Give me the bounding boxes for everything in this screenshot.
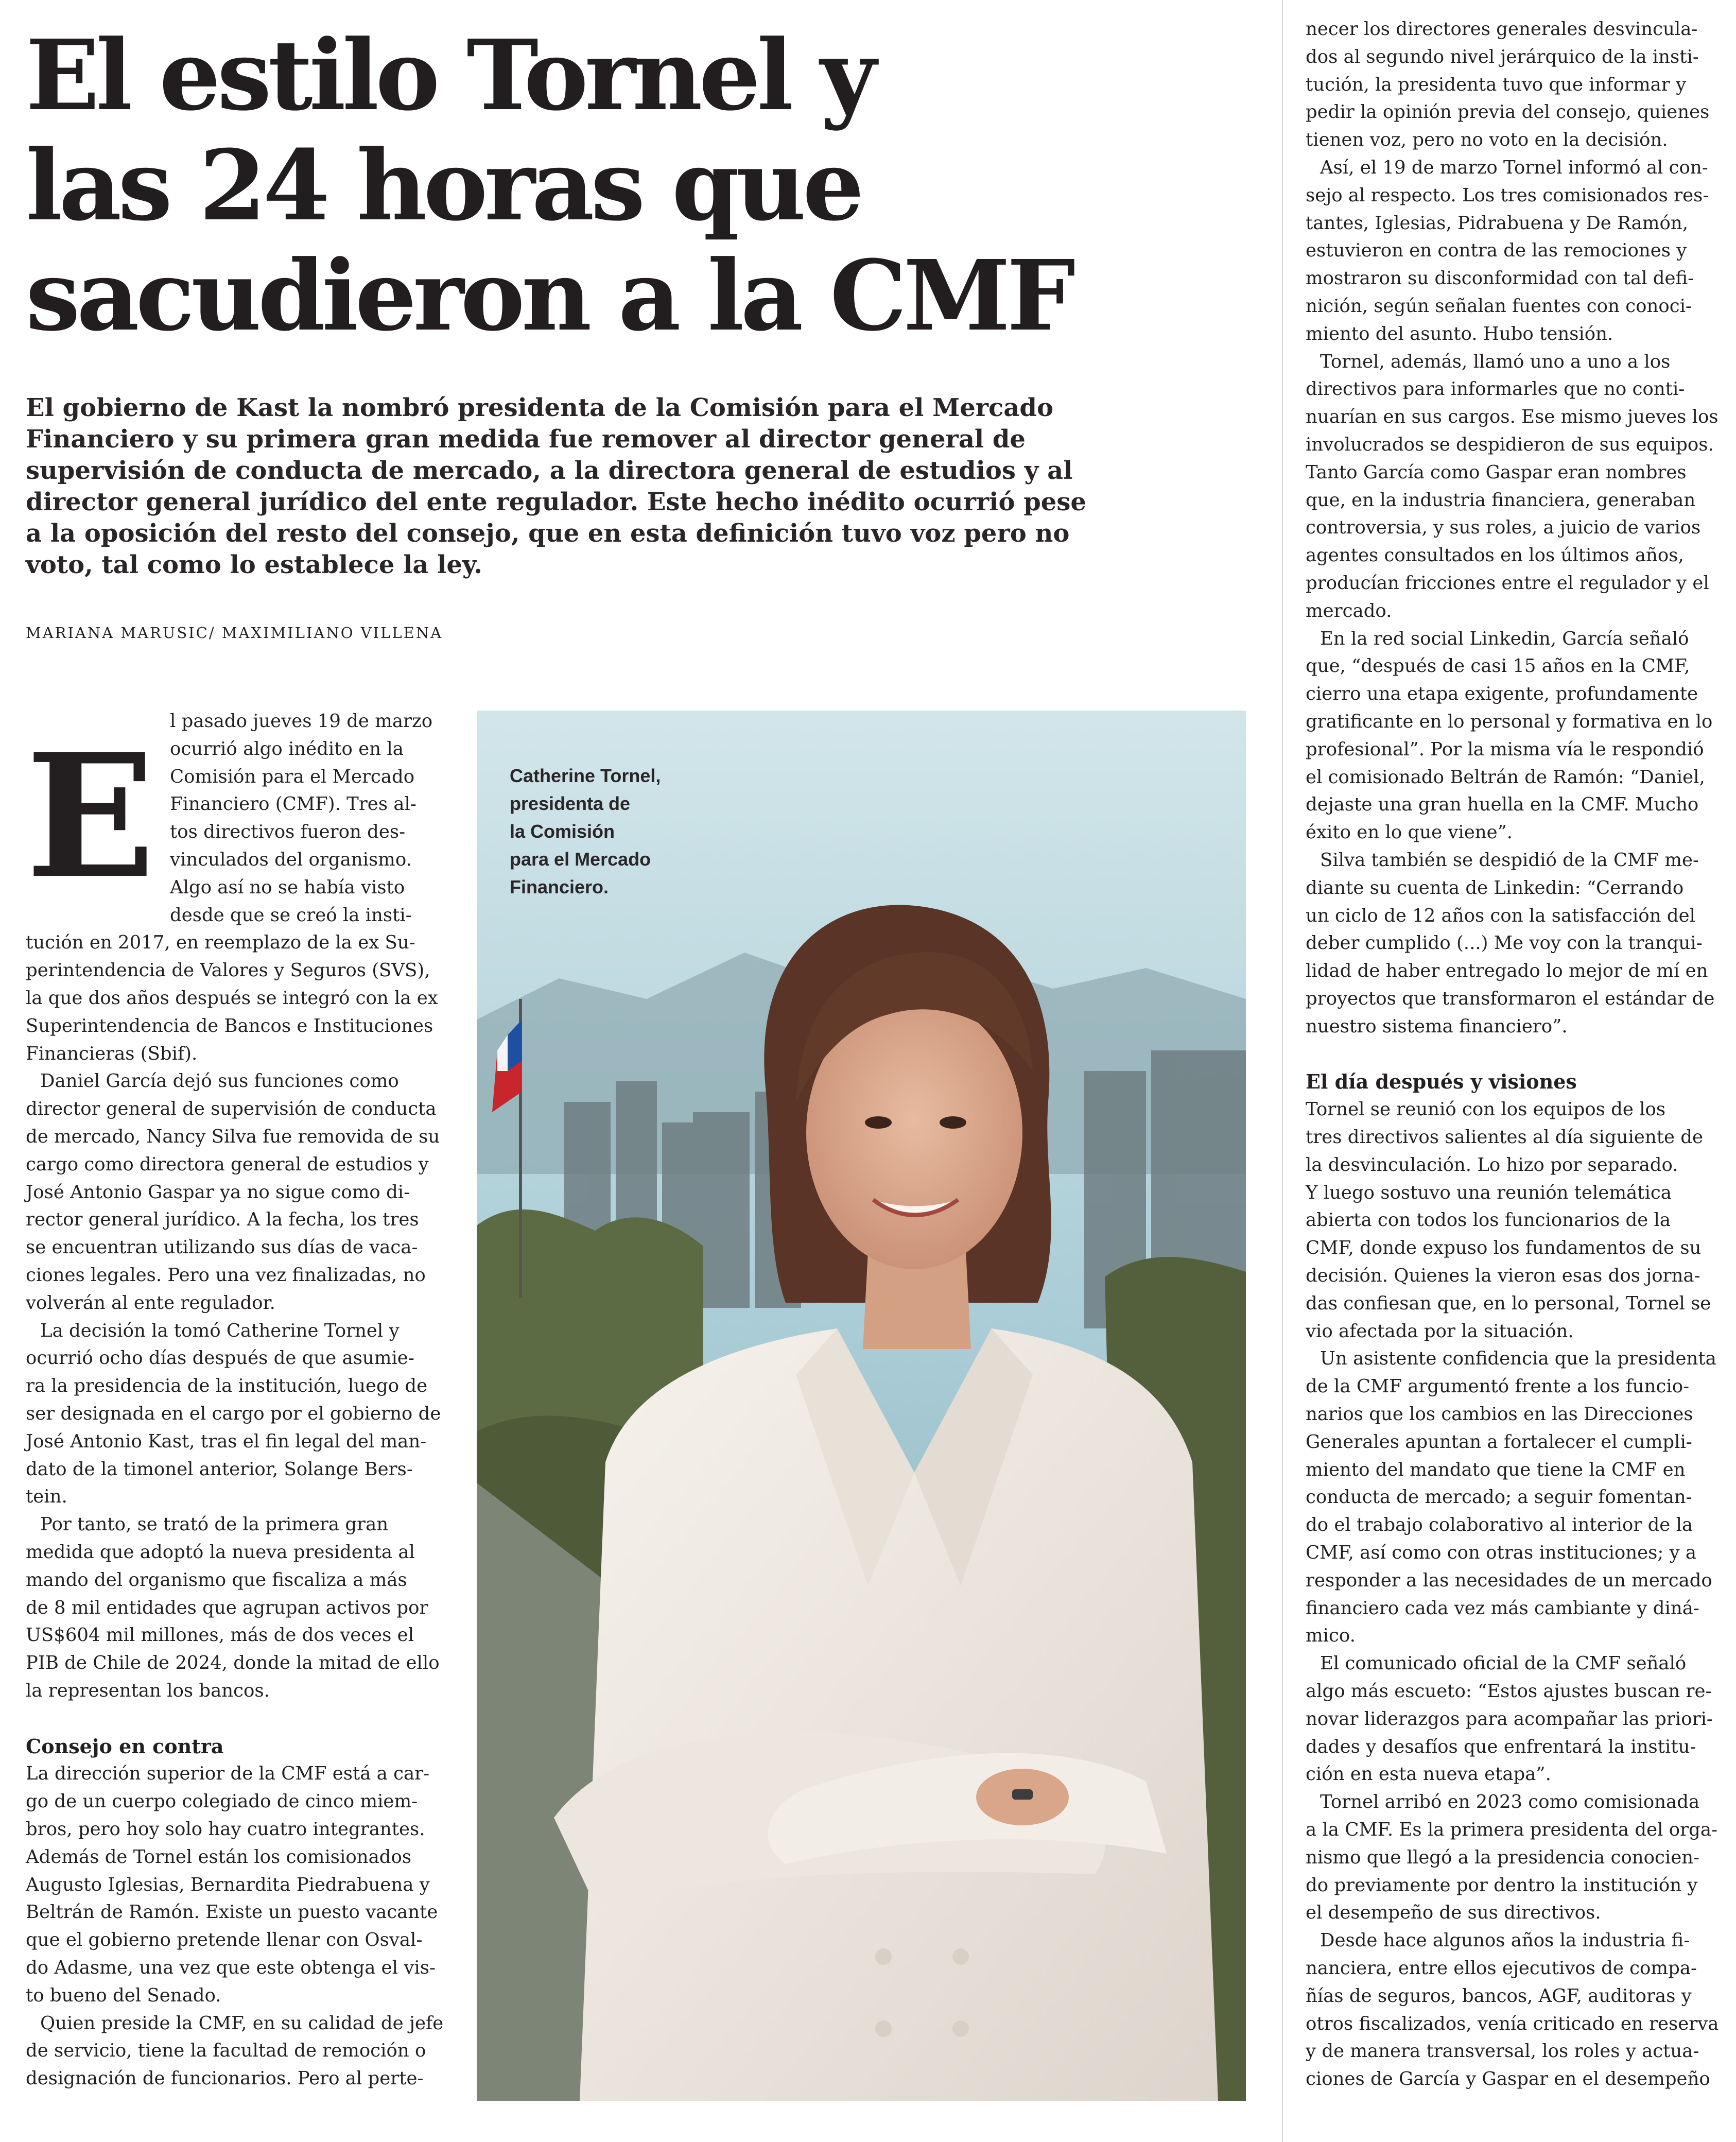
text-line: ra la presidencia de la institución, luego de — [26, 1375, 428, 1397]
text-line: de la CMF argumentó frente a los funcio- — [1306, 1376, 1690, 1397]
text-line: La dirección superior de la CMF está a car- — [26, 1763, 430, 1785]
text-line: US$604 mil millones, más de dos veces el — [26, 1625, 414, 1646]
text-line: designación de funcionarios. Pero al perte- — [26, 2068, 424, 2089]
text-line: das confiesan que, en lo personal, Tornel se — [1306, 1292, 1711, 1314]
deck-line: director general jurídico del ente regulador. Este hecho inédito ocurrió pese — [26, 488, 1086, 516]
text-line: Y luego sostuvo una reunión telemática — [1306, 1182, 1672, 1203]
text-line: do Adasme, una vez que este obtenga el vis- — [26, 1957, 436, 1979]
paragraph — [26, 929, 438, 1067]
text-line: mercado. — [1306, 600, 1392, 621]
text-line: ocurrió algo inédito en la — [170, 738, 404, 759]
text-line: La decisión la tomó Catherine Tornel y — [40, 1320, 400, 1341]
paragraph — [1306, 154, 1707, 348]
text-line: diante su cuenta de Linkedin: “Cerrando — [1306, 877, 1684, 899]
text-line: la desvinculación. Lo hizo por separado. — [1306, 1154, 1678, 1176]
text-line: ser designada en el cargo por el gobierno de — [26, 1403, 441, 1424]
text-line: vio afectada por la situación. — [1306, 1320, 1574, 1342]
text-line: el comisionado Beltrán de Ramón: “Daniel, — [1306, 766, 1705, 788]
text-line: Beltrán de Ramón. Existe un puesto vacante — [26, 1902, 438, 1923]
paragraph — [26, 1067, 440, 1317]
text-line: ciones legales. Pero una vez finalizadas, no — [26, 1264, 426, 1286]
text-line: En la red social Linkedin, García señaló — [1320, 628, 1689, 649]
text-line: Un asistente confidencia que la presidenta — [1320, 1348, 1716, 1370]
headline — [26, 19, 1072, 353]
deck-line: supervisión de conducta de mercado, a la directora general de estudios y al — [26, 456, 1073, 485]
headline-line: sacudieron a la CMF — [26, 239, 1072, 353]
text-line: El comunicado oficial de la CMF señaló — [1320, 1653, 1687, 1674]
text-line: Financieras (Sbif). — [26, 1043, 198, 1064]
headline-line: El estilo Tornel y — [26, 19, 873, 132]
text-line: Tornel, además, llamó uno a uno a los — [1320, 351, 1671, 372]
paragraph — [1306, 1788, 1717, 1927]
text-line: Tornel arribó en 2023 como comisionada — [1320, 1791, 1700, 1813]
text-line: Quien preside la CMF, en su calidad de jefe — [40, 2012, 444, 2034]
text-line: Además de Tornel están los comisionados — [26, 1846, 412, 1868]
text-line: mostraron su disconformidad con tal defi- — [1306, 268, 1694, 289]
lead-paragraph — [26, 707, 433, 929]
text-line: mando del organismo que fiscaliza a más — [26, 1569, 407, 1591]
text-line: cierro una etapa exigente, profundamente — [1306, 683, 1698, 705]
text-line: tución, la presidenta tuvo que informar y — [1306, 74, 1687, 95]
headline-line: las 24 horas que — [26, 129, 861, 243]
text-line: ñías de seguros, bancos, AGF, auditoras y — [1306, 1985, 1692, 2007]
text-line: nición, según señalan fuentes con conoci- — [1306, 295, 1692, 317]
text-line: a la CMF. Es la primera presidenta del orga- — [1306, 1819, 1717, 1840]
paragraph — [1306, 1345, 1716, 1650]
column-divider — [1282, 0, 1283, 2142]
text-line: gratificante en lo personal y formativa en lo — [1306, 711, 1713, 732]
text-line: Daniel García dejó sus funciones como — [40, 1070, 399, 1092]
text-line: Tanto García como Gaspar eran nombres — [1306, 461, 1687, 483]
paragraph — [1306, 15, 1710, 154]
right-column — [1306, 15, 1719, 2093]
text-line: abierta con todos los funcionarios de la — [1306, 1210, 1671, 1231]
text-line: un ciclo de 12 años con la satisfacción del — [1306, 905, 1695, 926]
text-line: la que dos años después se integró con la ex — [26, 987, 438, 1009]
text-line: do el trabajo colaborativo al interior de la — [1306, 1514, 1693, 1536]
text-line: Desde hace algunos años la industria fi- — [1320, 1930, 1690, 1951]
text-line: Generales apuntan a fortalecer el cumpli- — [1306, 1431, 1692, 1453]
text-line: miento del mandato que tiene la CMF en — [1306, 1459, 1686, 1480]
text-line: lidad de haber entregado lo mejor de mí en — [1306, 960, 1708, 982]
text-line: nuarían en sus cargos. Ese mismo jueves los — [1306, 406, 1718, 428]
text-line: tos directivos fueron des- — [170, 821, 406, 843]
text-line: Superintendencia de Bancos e Instituciones — [26, 1015, 433, 1037]
text-line: CMF, así como con otras instituciones; y a — [1306, 1542, 1697, 1564]
text-line: otros fiscalizados, venía criticado en reserva — [1306, 2013, 1719, 2034]
text-line: tución en 2017, en reemplazo de la ex Su- — [26, 932, 415, 954]
text-line: miento del asunto. Hubo tensión. — [1306, 323, 1613, 344]
paragraph — [1306, 1650, 1713, 1788]
text-line: pedir la opinión previa del consejo, quienes — [1306, 101, 1710, 123]
paragraph — [1306, 1927, 1719, 2093]
text-line: ción en esta nueva etapa”. — [1306, 1764, 1551, 1785]
photo-caption — [510, 762, 747, 901]
text-line: vinculados del organismo. — [170, 849, 412, 870]
portrait-icon — [477, 711, 1246, 2101]
text-line: Por tanto, se trató de la primera gran — [40, 1514, 389, 1535]
text-line: PIB de Chile de 2024, donde la mitad de ello — [26, 1652, 440, 1674]
text-line: rector general jurídico. A la fecha, los tres — [26, 1209, 419, 1231]
text-line: to bueno del Senado. — [26, 1984, 221, 2006]
text-line: algo más escueto: “Estos ajustes buscan re- — [1306, 1681, 1712, 1702]
text-line: deber cumplido (...) Me voy con la tranqui- — [1306, 932, 1703, 954]
paragraph — [26, 1511, 440, 1705]
text-line: el desempeño de sus directivos. — [1306, 1902, 1601, 1924]
text-line: Financiero (CMF). Tres al- — [170, 793, 416, 815]
text-line: Augusto Iglesias, Bernardita Piedrabuena y — [26, 1874, 430, 1895]
dropcap: E — [26, 716, 155, 916]
caption-line: Catherine Tornel, — [510, 765, 661, 786]
text-line: director general de supervisión de conducta — [26, 1098, 437, 1120]
text-line: de 8 mil entidades que agrupan activos por — [26, 1597, 428, 1618]
caption-line: para el Mercado — [510, 849, 651, 870]
text-line: José Antonio Gaspar ya no sigue como di- — [26, 1181, 410, 1203]
caption-line: Financiero. — [510, 876, 609, 897]
deck-line: El gobierno de Kast la nombró presidenta de la Comisión para el Mercado — [26, 393, 1053, 422]
text-line: novar liderazgos para acompañar las priori- — [1306, 1708, 1713, 1730]
text-line: conducta de mercado; a seguir fomentan- — [1306, 1487, 1692, 1508]
text-line: éxito en lo que viene”. — [1306, 822, 1513, 843]
caption-line: la Comisión — [510, 821, 615, 842]
text-line: dos al segundo nivel jerárquico de la insti- — [1306, 46, 1699, 67]
text-line: dato de la timonel anterior, Solange Bers- — [26, 1458, 413, 1480]
subhead-consejo: Consejo en contra — [26, 1734, 224, 1758]
text-line: estuvieron en contra de las remociones y — [1306, 240, 1687, 262]
text-line: dejaste una gran huella en la CMF. Mucho — [1306, 794, 1699, 816]
text-line: perintendencia de Valores y Seguros (SVS), — [26, 960, 430, 981]
text-line: go de un cuerpo colegiado de cinco miem- — [26, 1791, 418, 1812]
text-line: que, en la industria financiera, generaban — [1306, 489, 1696, 511]
byline: MARIANA MARUSIC/ MAXIMILIANO VILLENA — [26, 624, 443, 642]
text-line: l pasado jueves 19 de marzo — [170, 711, 433, 732]
paragraph — [1306, 625, 1713, 847]
text-line: cargo como directora general de estudios y — [26, 1153, 429, 1175]
deck — [26, 392, 1086, 581]
text-line: Silva también se despidió de la CMF me- — [1320, 849, 1699, 871]
portrait-photo — [477, 711, 1246, 2101]
text-line: proyectos que transformaron el estándar de — [1306, 988, 1715, 1009]
text-line: nanciera, entre ellos ejecutivos de compa- — [1306, 1957, 1697, 1979]
text-line: responder a las necesidades de un mercado — [1306, 1569, 1712, 1591]
text-line: se encuentran utilizando sus días de vaca- — [26, 1237, 418, 1258]
text-line: de servicio, tiene la facultad de remoción o — [26, 2040, 426, 2062]
paragraph — [26, 1317, 441, 1511]
text-line: Algo así no se había visto — [170, 876, 405, 898]
text-line: sejo al respecto. Los tres comisionados res- — [1306, 184, 1709, 206]
text-line: financiero cada vez más cambiante y diná- — [1306, 1597, 1699, 1619]
text-line: volverán al ente regulador. — [26, 1292, 275, 1314]
paragraph — [1306, 847, 1715, 1041]
text-line: y de manera transversal, los roles y actua- — [1306, 2041, 1699, 2062]
text-line: que, “después de casi 15 años en la CMF, — [1306, 655, 1690, 677]
text-line: profesional”. Por la misma vía le respondió — [1306, 738, 1704, 760]
text-line: involucrados se despidieron de sus equipos. — [1306, 434, 1714, 455]
text-line: que el gobierno pretende llenar con Osval- — [26, 1929, 423, 1951]
text-line: medida que adoptó la nueva presidenta al — [26, 1541, 415, 1563]
deck-line: a la oposición del resto del consejo, que en esta definición tuvo voz pero no — [26, 519, 1070, 548]
text-line: Tornel se reunió con los equipos de los — [1306, 1099, 1666, 1120]
text-line: do previamente por dentro la institución y — [1306, 1874, 1698, 1896]
text-line: tres directivos salientes al día siguiente de — [1306, 1127, 1703, 1148]
text-line: tein. — [26, 1486, 67, 1508]
paragraph — [26, 2010, 444, 2093]
subhead-dia-despues: El día después y visiones — [1306, 1070, 1577, 1094]
deck-line: voto, tal como lo establece la ley. — [26, 550, 483, 579]
text-line: producían fricciones entre el regulador y el — [1306, 572, 1709, 594]
caption-line: presidenta de — [510, 793, 631, 814]
text-line: agentes consultados en los últimos años, — [1306, 545, 1684, 566]
text-line: nismo que llegó a la presidencia conocien- — [1306, 1846, 1700, 1868]
text-line: tantes, Iglesias, Pidrabuena y De Ramón, — [1306, 212, 1688, 234]
text-line: narios que los cambios en las Direcciones — [1306, 1404, 1693, 1425]
paragraph — [26, 1760, 438, 2009]
text-line: desde que se creó la insti- — [170, 904, 412, 926]
text-line: José Antonio Kast, tras el fin legal del man- — [26, 1430, 427, 1452]
text-line: ocurrió ocho días después de que asumie- — [26, 1348, 414, 1369]
paragraph — [1306, 1096, 1711, 1345]
text-line: nuestro sistema financiero”. — [1306, 1015, 1568, 1037]
text-line: ciones de García y Gaspar en el desempeño — [1306, 2068, 1710, 2090]
text-line: la representan los bancos. — [26, 1680, 270, 1701]
text-line: tienen voz, pero no voto en la decisión. — [1306, 129, 1668, 151]
text-line: de mercado, Nancy Silva fue removida de su — [26, 1126, 440, 1147]
left-column — [26, 707, 444, 2093]
text-line: directivos para informarles que no conti- — [1306, 378, 1685, 400]
text-line: Así, el 19 de marzo Tornel informó al con- — [1320, 157, 1708, 178]
deck-line: Financiero y su primera gran medida fue remover al director general de — [26, 425, 1026, 454]
paragraph — [1306, 348, 1718, 625]
text-line: Comisión para el Mercado — [170, 766, 415, 787]
text-line: dades y desafíos que enfrentará la institu- — [1306, 1736, 1696, 1757]
text-line: mico. — [1306, 1625, 1356, 1647]
text-line: CMF, donde expuso los fundamentos de su — [1306, 1237, 1702, 1259]
text-line: necer los directores generales desvincula- — [1306, 19, 1698, 40]
text-line: bros, pero hoy solo hay cuatro integrantes. — [26, 1819, 425, 1840]
text-line: decisión. Quienes la vieron esas dos jorna- — [1306, 1265, 1700, 1287]
text-line: controversia, y sus roles, a juicio de varios — [1306, 517, 1701, 539]
